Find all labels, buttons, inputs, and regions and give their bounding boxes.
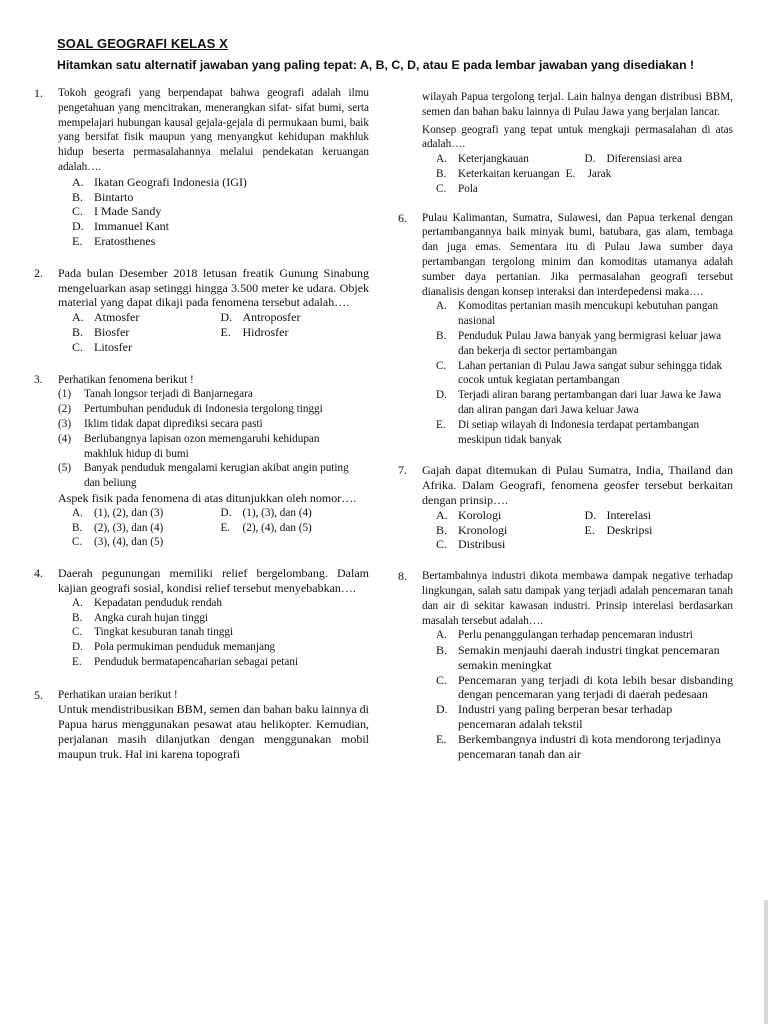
question-2 (34, 266, 369, 355)
option-d (58, 640, 369, 655)
question-number: 3. (34, 373, 43, 386)
option-c (422, 673, 733, 703)
option-e (566, 167, 612, 182)
option-text: (2), (3), dan (4) (94, 521, 164, 534)
option-b (436, 167, 560, 182)
option-d (422, 388, 733, 418)
option-letter: A. (436, 629, 447, 642)
question-text: Gajah dapat ditemukan di Pulau Sumatra, India, Thailand dan Afrika. Dalam Geografi, fenomena geosfer tersebut berkaitan dengan prinsip…. (422, 463, 733, 507)
question-7 (398, 463, 733, 552)
statement-number: (5) (58, 462, 72, 475)
question-text: Daerah pegunungan memiliki relief bergelombang. Dalam kajian geografi sosial, kondisi relief tersebut menyebabkan…. (58, 566, 369, 595)
option-text: Berkembangnya industri di kota mendorong terjadinya pencemaran tanah dan air (458, 731, 721, 761)
option-a (58, 596, 369, 611)
option-row (58, 506, 369, 521)
question-text: Aspek fisik pada fenomena di atas ditunjukkan oleh nomor…. (58, 490, 357, 505)
option-letter: B. (436, 167, 447, 180)
option-text: Komoditas pertanian masih mencukupi kebutuhan pangan nasional (458, 300, 719, 328)
option-text: Terjadi aliran barang pertambangan dari luar Jawa ke Jawa dan aliran pangan dari Jawa keluar Jawa (458, 389, 722, 416)
option-b (72, 521, 221, 536)
option-text: Lahan pertanian di Pulau Jawa sangat subur sehingga tidak cocok untuk kegiatan pertambangan (458, 359, 723, 387)
statement-item (58, 402, 369, 417)
statement-item (58, 432, 369, 462)
option-letter: A. (72, 174, 84, 189)
option-text: Perlu penanggulangan terhadap pencemaran industri (458, 629, 693, 642)
option-letter: A. (436, 300, 447, 313)
option-text: Ikatan Geografi Indonesia (IGI) (94, 174, 247, 189)
statement-item (58, 417, 369, 432)
question-number: 7. (398, 463, 407, 478)
option-letter: B. (436, 643, 448, 658)
option-text: Diferensiasi area (606, 153, 682, 166)
page-edge-mark (762, 196, 768, 236)
left-column (34, 86, 369, 762)
option-letter: D. (220, 506, 232, 519)
right-column (398, 86, 733, 761)
option-d (585, 508, 734, 523)
option-text: (1), (2), dan (3) (94, 506, 164, 519)
statement-number: (4) (58, 432, 72, 445)
option-text: Litosfer (94, 339, 132, 354)
option-letter: E. (436, 418, 446, 431)
question-number: 8. (398, 569, 407, 584)
passage-text: wilayah Papua tergolong terjal. Lain halnya dengan distribusi BBM, semen dan bahan baku lainnya di Pulau Jawa yang berjalan lancar. (422, 91, 733, 118)
option-d (585, 152, 734, 167)
option-text: Immanuel Kant (94, 219, 169, 234)
option-text: Jarak (587, 167, 612, 180)
option-letter: C. (72, 204, 84, 219)
option-text: Kepadatan penduduk rendah (94, 596, 222, 609)
option-row (58, 521, 369, 536)
option-letter: C. (72, 339, 84, 354)
option-text: Industri yang paling berperan besar terhadap pencemaran adalah tekstil (458, 702, 673, 732)
option-letter: D. (436, 702, 448, 717)
option-b (72, 325, 221, 340)
option-a (436, 508, 585, 523)
option-letter: C. (436, 672, 448, 687)
option-row (422, 167, 733, 182)
option-text: (2), (4), dan (5) (242, 521, 312, 534)
option-c (436, 182, 608, 197)
option-text: Penduduk bermatapencaharian sebagai petani (94, 655, 299, 668)
option-text: Kronologi (458, 522, 508, 537)
option-text: Bintarto (94, 189, 134, 204)
option-row (58, 325, 369, 340)
option-letter: B. (72, 189, 84, 204)
option-text: Distribusi (458, 537, 506, 552)
option-letter: D. (72, 219, 84, 234)
statement-number: (2) (58, 403, 72, 416)
option-row (422, 508, 733, 523)
option-letter: C. (436, 182, 447, 195)
option-letter: E. (72, 233, 83, 248)
option-letter: D. (220, 310, 233, 325)
option-b (436, 523, 585, 538)
question-number: 2. (34, 265, 43, 280)
page-title: SOAL GEOGRAFI KELAS X (57, 36, 228, 51)
question-text: Bertambahnya industri dikota membawa dampak negative terhadap lingkungan, salah satu dampak yang terjadi adalah pencemaran tanah dan air di sekitar kawasan industri. Prinsip interelasi berdasarkan masalah tersebut adalah…. (422, 570, 733, 627)
option-e (58, 234, 369, 249)
option-letter: C. (72, 536, 83, 549)
option-letter: D. (436, 389, 447, 402)
option-letter: D. (72, 641, 83, 654)
option-letter: D. (584, 153, 596, 166)
option-letter: C. (72, 626, 83, 639)
option-list (58, 596, 369, 670)
question-intro: Perhatikan uraian berikut ! (58, 688, 178, 701)
option-letter: A. (72, 506, 83, 519)
option-text: Keterjangkauan (458, 153, 529, 166)
question-4 (34, 566, 369, 670)
option-list (422, 152, 733, 196)
statement-text: Iklim tidak dapat diprediksi secara pasti (84, 417, 263, 430)
option-b (422, 643, 733, 673)
option-a (72, 506, 221, 521)
option-d (221, 506, 370, 521)
question-6 (398, 211, 733, 448)
option-b (422, 329, 733, 359)
option-text: Biosfer (94, 324, 130, 339)
option-c (72, 340, 244, 355)
question-number: 5. (34, 687, 43, 702)
question-text: Pada bulan Desember 2018 letusan freatik Gunung Sinabung mengeluarkan asap setinggi hingga 3.500 meter ke udara. Objek material yang dapat dikaji pada fenomena tersebut adalah…. (58, 265, 369, 310)
option-a (58, 175, 369, 190)
option-text: Deskripsi (606, 522, 653, 537)
page-edge-shadow (764, 900, 768, 1024)
option-e (58, 655, 369, 670)
option-letter: C. (436, 537, 448, 552)
option-text: Pola permukiman penduduk memanjang (94, 641, 276, 654)
option-text: Angka curah hujan tinggi (94, 611, 209, 624)
option-letter: E. (584, 522, 595, 537)
question-number: 1. (34, 86, 43, 100)
question-text: Tokoh geografi yang berpendapat bahwa geografi adalah ilmu pengetahuan yang mencitrakan, menerangkan sifat- sifat bumi, serta mempelajari hubungan kausal gejala-gejala di permukaan bumi, baik yang bersifat fisik maupun yang menyangkut kehidupan makhluk hidup beserta permasalahannya melalui pendekatan keruangan adalah…. (58, 87, 369, 173)
option-letter: B. (72, 324, 84, 339)
option-row (58, 535, 369, 550)
option-letter: E. (220, 324, 231, 339)
question-number: 6. (398, 210, 407, 225)
option-row (58, 340, 369, 355)
option-letter: B. (72, 521, 83, 534)
option-letter: A. (436, 153, 447, 166)
option-text: (1), (3), dan (4) (242, 506, 312, 519)
option-letter: B. (436, 329, 447, 342)
option-letter: C. (436, 359, 447, 372)
option-row (422, 182, 733, 197)
option-text: Di setiap wilayah di Indonesia terdapat pertambangan meskipun tidak banyak (458, 418, 700, 446)
option-text: Korologi (458, 507, 502, 522)
option-row (422, 537, 733, 552)
passage-text: Untuk mendistribusikan BBM, semen dan bahan baku lainnya di Papua harus menggunakan pesawat atau helikopter. Kemudian, perjalanan masih dilanjutkan dengan menggunakan mobil maupun truk. Hal ini karena topografi (58, 702, 369, 761)
option-list (422, 628, 733, 761)
option-letter: A. (72, 310, 84, 325)
option-text: Interelasi (606, 507, 652, 522)
question-text: Konsep geografi yang tepat untuk mengkaji permasalahan di atas adalah…. (422, 123, 733, 151)
option-letter: E. (436, 731, 447, 746)
question-intro: Perhatikan fenomena berikut ! (58, 373, 194, 386)
statement-list (58, 387, 369, 491)
option-a (436, 152, 585, 167)
option-text: Tingkat kesuburan tanah tinggi (94, 626, 234, 639)
statement-number: (3) (58, 417, 72, 430)
option-text: Hidrosfer (242, 324, 289, 339)
question-3 (34, 373, 369, 551)
statement-number: (1) (58, 388, 72, 401)
option-e (221, 521, 370, 536)
option-letter: B. (436, 522, 448, 537)
option-list (58, 175, 369, 249)
statement-text: Banyak penduduk mengalami kerugian akibat angin puting dan beliung (84, 462, 349, 490)
question-1 (34, 86, 369, 249)
statement-text: Tanah longsor terjadi di Banjarnegara (84, 388, 253, 401)
option-e (221, 325, 370, 340)
statement-text: Berlubangnya lapisan ozon memengaruhi kehidupan makhluk hidup di bumi (84, 432, 320, 460)
question-8 (398, 569, 733, 761)
option-letter: D. (584, 507, 597, 522)
question-5 (34, 688, 369, 762)
option-text: Antroposfer (242, 310, 301, 325)
instruction-text: Hitamkan satu alternatif jawaban yang paling tepat: A, B, C, D, atau E pada lembar jawaban yang disediakan ! (57, 58, 695, 72)
option-row (422, 152, 733, 167)
option-text: Eratosthenes (94, 233, 156, 248)
option-e (422, 732, 733, 762)
option-text: Semakin menjauhi daerah industri tingkat pencemaran semakin meningkat (458, 643, 720, 672)
option-list (422, 299, 733, 447)
option-text: I Made Sandy (94, 204, 162, 219)
statement-text: Pertumbuhan penduduk di Indonesia tergolong tinggi (84, 403, 323, 416)
option-e (585, 523, 734, 538)
option-a (422, 628, 733, 643)
option-b (58, 611, 369, 626)
option-b (58, 190, 369, 205)
option-c (436, 537, 608, 552)
option-e (422, 418, 733, 448)
option-letter: B. (72, 611, 83, 624)
option-text: Pencemaran yang terjadi di kota lebih besar disbanding dengan pencemaran yang terjadi di daerah pedesaan (458, 672, 733, 702)
option-row (422, 523, 733, 538)
option-text: Keterkaitan keruangan (458, 167, 560, 180)
option-text: Atmosfer (94, 310, 140, 325)
option-text: Penduduk Pulau Jawa banyak yang bermigrasi keluar jawa dan bekerja di sector pertambangan (458, 329, 722, 357)
option-c (58, 625, 369, 640)
question-5-continued (398, 90, 733, 197)
statement-item (58, 387, 369, 402)
option-c (58, 204, 369, 219)
option-text: (3), (4), dan (5) (94, 536, 164, 549)
option-c (72, 535, 244, 550)
option-row (58, 310, 369, 325)
option-letter: A. (436, 507, 448, 522)
option-letter: E. (220, 521, 231, 534)
option-letter: A. (72, 596, 83, 609)
option-letter: E. (565, 167, 576, 180)
statement-item (58, 461, 369, 491)
option-letter: E. (72, 655, 82, 668)
option-a (72, 310, 221, 325)
option-d (221, 310, 370, 325)
option-c (422, 359, 733, 389)
question-number: 4. (34, 566, 43, 581)
option-d (58, 219, 369, 234)
option-d (422, 702, 733, 732)
question-text: Pulau Kalimantan, Sumatra, Sulawesi, dan Papua terkenal dengan pertambangannya baik minyak bumi, batubara, gas alam, tembaga dan juga emas. Sementara itu di Pulau Jawa sumber daya pertambangan tergolong minim dan komoditas utamanya adalah sumber daya pertanian. Jika permasalahan geografi tersebut dianalisis dengan konsep interaksi dan interdepedensi maka…. (422, 211, 733, 298)
option-text: Pola (458, 182, 478, 195)
option-a (422, 299, 733, 329)
